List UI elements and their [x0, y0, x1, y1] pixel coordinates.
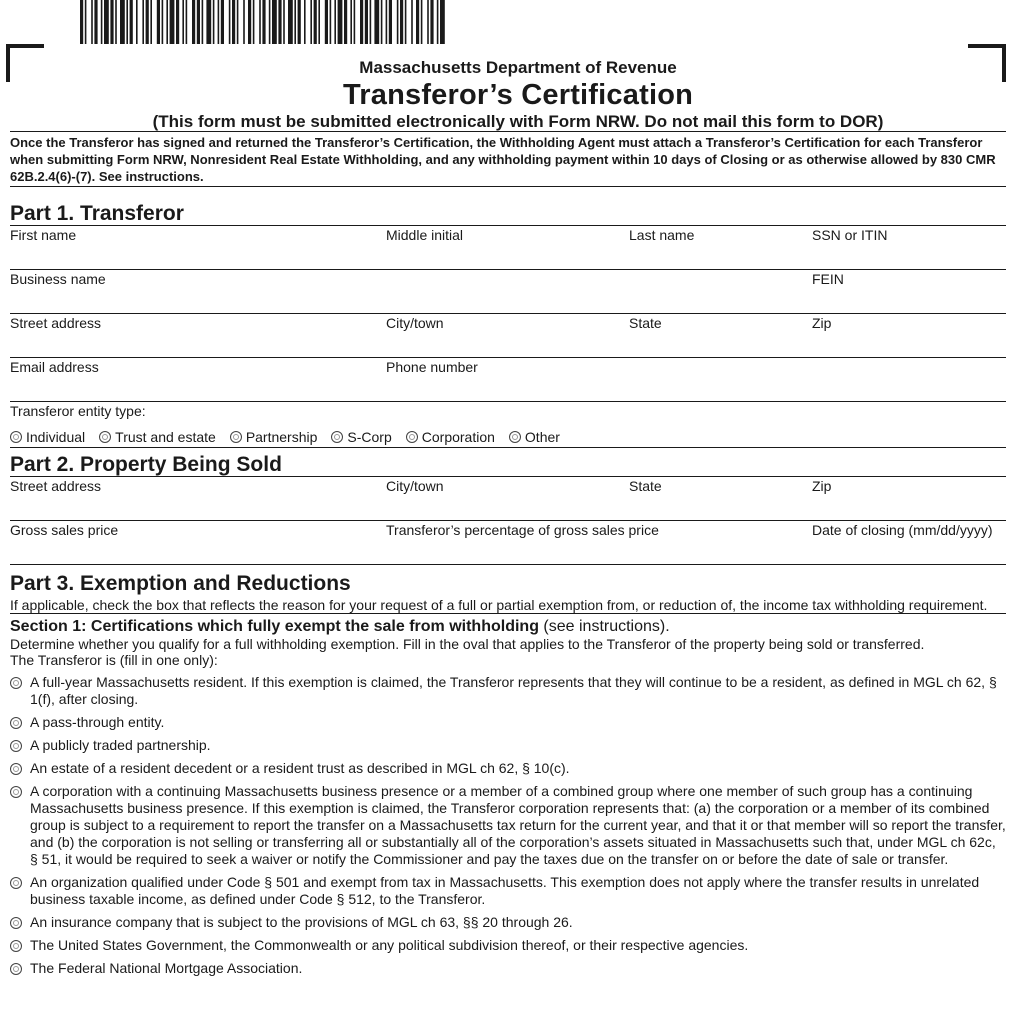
divider: [10, 186, 1006, 187]
radio-oval-icon[interactable]: [10, 917, 22, 929]
agency-name: Massachusetts Department of Revenue: [359, 58, 677, 77]
part1-field-row: [10, 313, 1006, 357]
exemption-option[interactable]: [10, 674, 1006, 708]
entity-option-label: Corporation: [421, 429, 495, 445]
field-label: State: [629, 315, 662, 331]
field-label: State: [629, 478, 662, 494]
divider: [10, 613, 1006, 614]
part1-field-row: [10, 269, 1006, 313]
entity-option-label: Individual: [26, 429, 86, 445]
section1-suffix: (see instructions).: [538, 618, 670, 635]
exemption-option[interactable]: [10, 960, 1006, 977]
radio-oval-icon[interactable]: [10, 763, 22, 775]
exemption-option-text: A full-year Massachusetts resident. If this exemption is claimed, the Transferor represents that they will continue to be a resident, as defined in MGL ch 62, § 1(f), after closing.: [30, 674, 997, 707]
section1-title: [10, 618, 1006, 636]
field-label: Street address: [10, 478, 102, 494]
entity-option-label: Trust and estate: [115, 429, 216, 445]
entity-option[interactable]: [230, 429, 318, 445]
part3-note: If applicable, check the box that reflects the reason for your request of a full or partial exemption from, or reduction of, the income tax withholding requirement.: [10, 597, 988, 613]
field-label: Phone number: [386, 359, 478, 375]
field-label: Street address: [10, 315, 102, 331]
entity-option[interactable]: [99, 429, 216, 445]
field-label: Business name: [10, 271, 106, 287]
entity-option[interactable]: [331, 429, 391, 445]
exemption-list: [10, 674, 1006, 977]
radio-oval-icon[interactable]: [406, 431, 418, 443]
field-label: Email address: [10, 359, 99, 375]
part2-title: Part 2. Property Being Sold: [10, 453, 282, 476]
entity-option[interactable]: [509, 429, 560, 445]
exemption-option[interactable]: [10, 737, 1006, 754]
field-label: Last name: [629, 227, 695, 243]
exemption-option[interactable]: [10, 874, 1006, 908]
part2-field-row: [10, 476, 1006, 520]
field-label: First name: [10, 227, 77, 243]
radio-oval-icon[interactable]: [10, 963, 22, 975]
entity-option[interactable]: [10, 429, 85, 445]
entity-option-label: Partnership: [245, 429, 318, 445]
divider: [10, 401, 1006, 402]
radio-oval-icon[interactable]: [10, 786, 22, 798]
part1-fields: [10, 225, 1006, 401]
determine-text: Determine whether you qualify for a full withholding exemption. Fill in the oval that applies to the Transferor of the property being sold or transferred.: [10, 636, 925, 652]
exemption-option[interactable]: [10, 714, 1006, 731]
field-label: Date of closing (mm/dd/yyyy): [812, 522, 993, 538]
part1-field-row: [10, 225, 1006, 269]
entity-type-options: [10, 429, 1006, 447]
field-label: Transferor’s percentage of gross sales price: [386, 522, 659, 538]
intro-text: Once the Transferor has signed and returned the Transferor’s Certification, the Withholding Agent must attach a Transferor’s Certification for each Transferor when submitting Form NRW, Nonresident Real Estate Withholding, and any withholding payment within 10 days of Closing or as otherwise allowed by 830 CMR 62B.2.4(6)-(7). See instructions.: [10, 135, 996, 184]
exemption-option-text: An insurance company that is subject to the provisions of MGL ch 63, §§ 20 through 26.: [30, 914, 573, 930]
form-page: [10, 58, 1006, 977]
part2-field-row: [10, 520, 1006, 565]
field-label: FEIN: [812, 271, 844, 287]
field-label: SSN or ITIN: [812, 227, 888, 243]
exemption-option-text: The United States Government, the Commonwealth or any political subdivision thereof, or their respective agencies.: [30, 937, 749, 953]
exemption-option[interactable]: [10, 914, 1006, 931]
field-label: Gross sales price: [10, 522, 119, 538]
radio-oval-icon[interactable]: [99, 431, 111, 443]
field-label: City/town: [386, 478, 444, 494]
exemption-option[interactable]: [10, 783, 1006, 868]
radio-oval-icon[interactable]: [10, 740, 22, 752]
section1-heading: Section 1: Certifications which fully exempt the sale from withholding: [10, 618, 539, 635]
radio-oval-icon[interactable]: [331, 431, 343, 443]
barcode: [80, 0, 446, 44]
part1-field-row: [10, 357, 1006, 401]
exemption-option-text: An organization qualified under Code § 501 and exempt from tax in Massachusetts. This exemption does not apply where the transfer results in unrelated business taxable income, as defined under Code § 512, to the Transferor.: [30, 874, 980, 907]
field-label: City/town: [386, 315, 444, 331]
part3-title: Part 3. Exemption and Reductions: [10, 572, 351, 595]
part1-title: Part 1. Transferor: [10, 202, 184, 225]
transferor-is-text: The Transferor is (fill in one only):: [10, 652, 218, 668]
field-label: Zip: [812, 315, 832, 331]
divider: [10, 447, 1006, 448]
exemption-option-text: An estate of a resident decedent or a resident trust as described in MGL ch 62, § 10(c).: [30, 760, 570, 776]
radio-oval-icon[interactable]: [10, 940, 22, 952]
entity-option-label: S-Corp: [347, 429, 392, 445]
exemption-option-text: A corporation with a continuing Massachusetts business presence or a member of a combined group where one member of such group has a continuing Massachusetts business presence. If this exemption is claimed, the Transferor corporation represents that: (a) the corporation or a member of its combined group is subject to a requirement to report the transfer on a Massachusetts tax return for the current year, and that it or that member will so report the transfer, and (b) the corporation is not selling or transferring all or substantially all of the corporation’s assets situated in Massachusetts such that, under MGL ch 62c, § 51, it would be required to seek a waiver or notify the Commissioner and pay the taxes due on the transfer on or before the date of sale or transfer.: [30, 783, 1006, 867]
radio-oval-icon[interactable]: [10, 877, 22, 889]
radio-oval-icon[interactable]: [509, 431, 521, 443]
exemption-option-text: The Federal National Mortgage Association.: [30, 960, 303, 976]
entity-type-label: Transferor entity type:: [10, 403, 146, 419]
field-label: Middle initial: [386, 227, 464, 243]
entity-option[interactable]: [406, 429, 495, 445]
exemption-option-text: A pass-through entity.: [30, 714, 165, 730]
entity-option-label: Other: [524, 429, 560, 445]
radio-oval-icon[interactable]: [10, 431, 22, 443]
exemption-option-text: A publicly traded partnership.: [30, 737, 211, 753]
radio-oval-icon[interactable]: [10, 677, 22, 689]
form-title: Transferor’s Certification: [342, 79, 694, 111]
radio-oval-icon[interactable]: [10, 717, 22, 729]
field-label: Zip: [812, 478, 832, 494]
part2-fields: [10, 476, 1006, 565]
exemption-option[interactable]: [10, 760, 1006, 777]
exemption-option[interactable]: [10, 937, 1006, 954]
radio-oval-icon[interactable]: [230, 431, 242, 443]
form-subtitle: (This form must be submitted electronically with Form NRW. Do not mail this form to DOR): [152, 112, 884, 131]
